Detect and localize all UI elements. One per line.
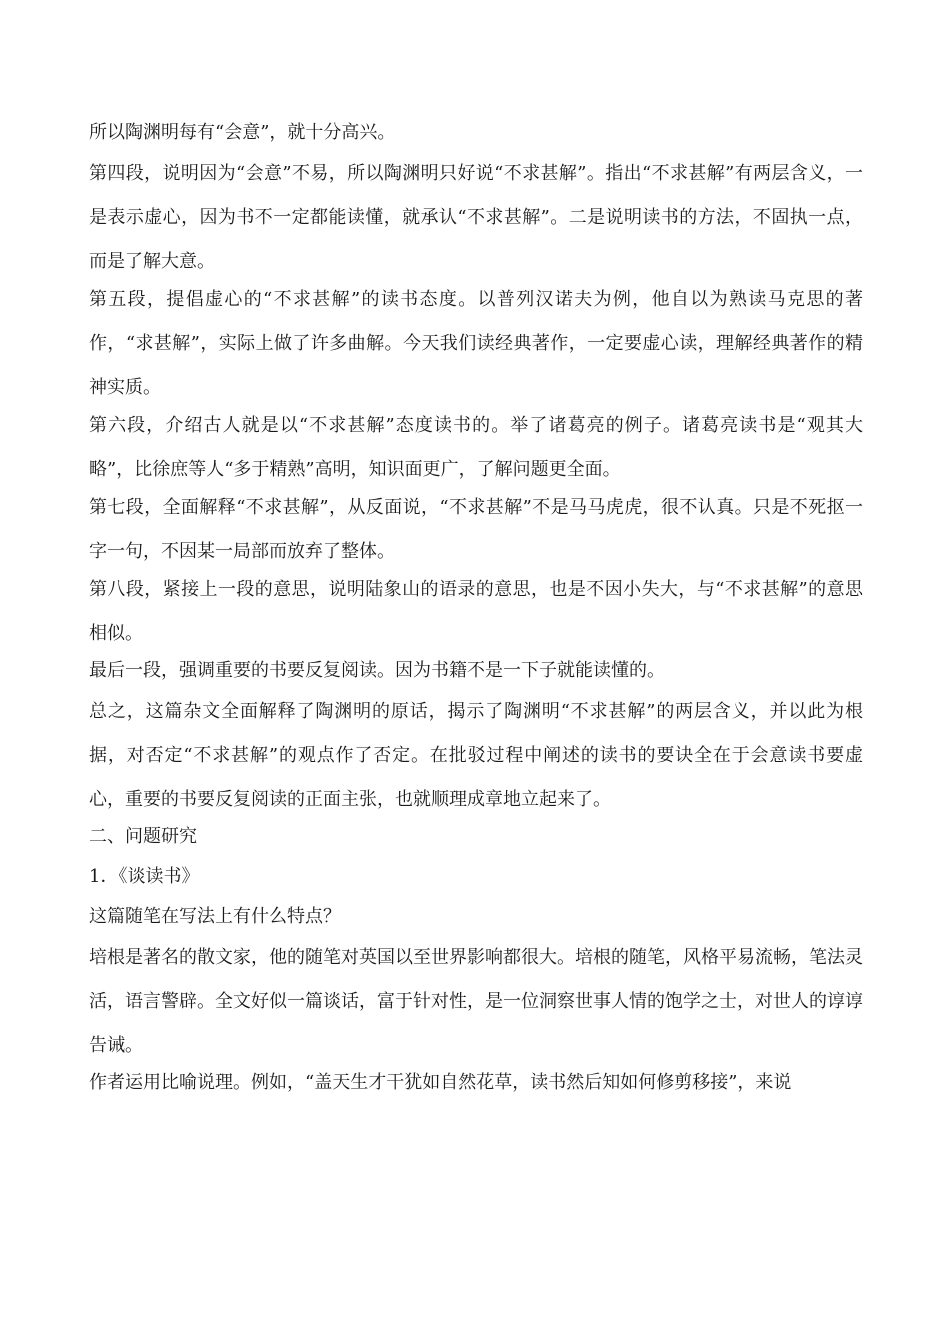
document-body (89, 118, 863, 1108)
paragraph-2: 第四段，说明因为“会意”不易，所以陶渊明只好说“不求甚解”。指出“不求甚解”有两层含义，一是表示虚心，因为书不一定都能读懂，就承认“不求甚解”。二是说明读书的方法，不固执一点，而是了解大意。 (89, 163, 863, 272)
paragraph-7: 最后一段，强调重要的书要反复阅读。因为书籍不是一下子就能读懂的。 (89, 660, 665, 681)
paragraph-1: 所以陶渊明每有“会意”，就十分高兴。 (89, 122, 396, 143)
paragraph-3: 第五段，提倡虚心的“不求甚解”的读书态度。以普列汉诺夫为例，他自以为熟读马克思的著作，“求甚解”，实际上做了许多曲解。今天我们读经典著作，一定要虚心读，理解经典著作的精神实质。 (89, 289, 863, 398)
section-heading: 二、问题研究 (89, 826, 197, 847)
paragraph-4: 第六段，介绍古人就是以“不求甚解”态度读书的。举了诸葛亮的例子。诸葛亮读书是“观其大略”，比徐庶等人“多于精熟”高明，知识面更广，了解问题更全面。 (89, 415, 863, 480)
paragraph-8: 总之，这篇杂文全面解释了陶渊明的原话，揭示了陶渊明“不求甚解”的两层含义，并以此为根据，对否定“不求甚解”的观点作了否定。在批驳过程中阐述的读书的要诀全在于会意读书要虚心，重要的书要反复阅读的正面主张，也就顺理成章地立起来了。 (89, 701, 863, 810)
paragraph-9: 培根是著名的散文家，他的随笔对英国以至世界影响都很大。培根的随笔，风格平易流畅，笔法灵活，语言警辟。全文好似一篇谈话，富于针对性，是一位洞察世事人情的饱学之士，对世人的谆谆告诫。 (89, 947, 863, 1056)
paragraph-6: 第八段，紧接上一段的意思，说明陆象山的语录的意思，也是不因小失大，与“不求甚解”的意思相似。 (89, 579, 863, 644)
question-text: 这篇随笔在写法上有什么特点？ (89, 906, 341, 927)
subsection-heading: 1．《谈读书》 (89, 866, 200, 887)
paragraph-10: 作者运用比喻说理。例如，“盖天生才干犹如自然花草，读书然后知如何修剪移接”，来说 (89, 1072, 792, 1093)
paragraph-5: 第七段，全面解释“不求甚解”，从反面说，“不求甚解”不是马马虎虎，很不认真。只是不死抠一字一句，不因某一局部而放弃了整体。 (89, 497, 863, 562)
